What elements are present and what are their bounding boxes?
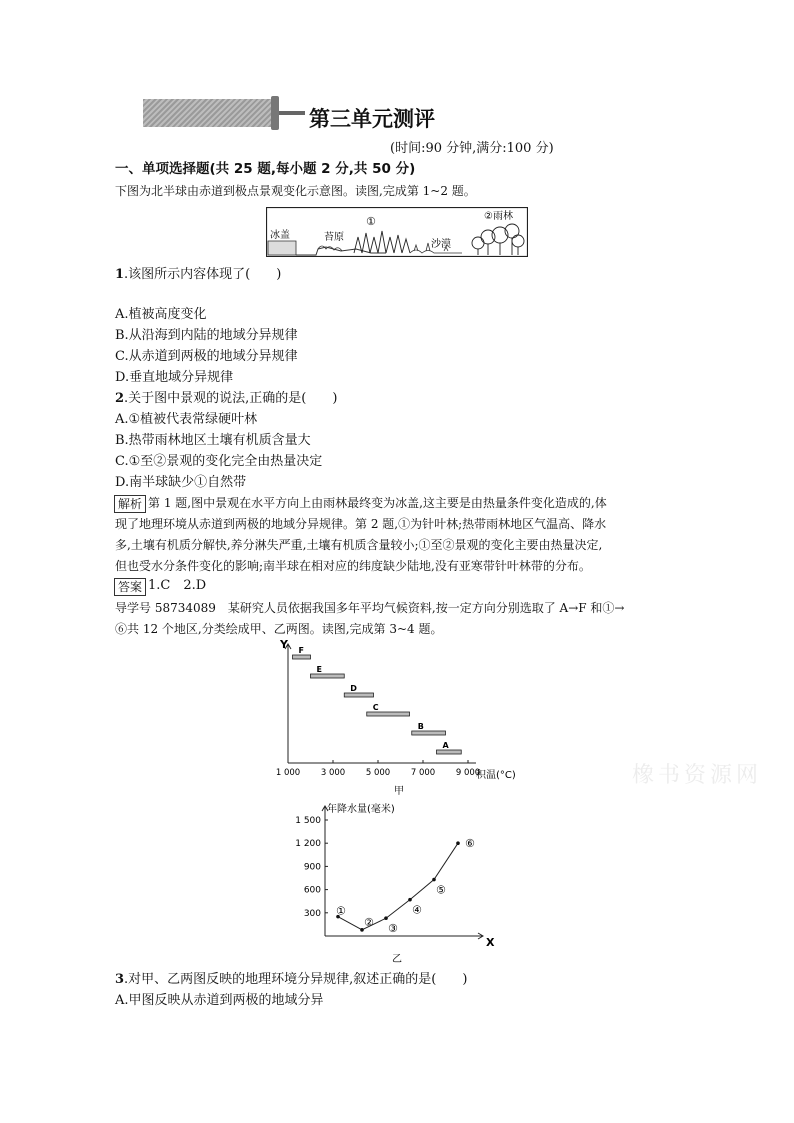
chart-yi-x-axis-label: X [486,936,495,949]
q1-option-a: A.植被高度变化 [115,307,207,322]
question-1-stem: .该图所示内容体现了( ) [124,267,282,282]
label-ice-cap: 冰盖 [270,230,290,241]
chart-jia-x-tick-label: 9 000 [455,768,481,778]
chart-jia-bar-label-C: C [372,703,379,712]
chart-jia-bar-label-B: B [417,722,424,731]
chart-jia-bar-C [367,712,410,716]
question-1-number: 1 [115,267,125,282]
analysis-line-3: 多,土壤有机质分解快,养分淋失严重,土壤有机质含量较小;①至②景观的变化主要由热量决定, [115,538,603,552]
chart-jia-x-tick-label: 3 000 [320,768,346,778]
label-zone-1: ① [366,215,376,228]
chart-yi-point-6 [456,841,460,845]
q2-option-c: C.①至②景观的变化完全由热量决定 [115,454,323,469]
label-rainforest: ②雨林 [484,211,513,222]
analysis-line-2: 现了地理环境从赤道到两极的地域分异规律。第 2 题,①为针叶林;热带雨林地区气温高、降水 [115,517,607,531]
chart-yi-point-label-3: ③ [388,922,398,936]
chart-jia-bar-B [412,731,446,735]
guide-line-2: ⑥共 12 个地区,分类绘成甲、乙两图。读图,完成第 3~4 题。 [115,622,443,636]
chart-yi-point-4 [408,898,412,902]
chart-jia [270,636,530,796]
analysis-line-4: 但也受水分条件变化的影响;南半球在相对应的纬度缺少陆地,没有亚寒带针叶林带的分布。 [115,559,591,573]
chart-jia-bar-E [311,674,345,678]
chart-jia-x-tick-label: 7 000 [410,768,436,778]
section-heading: 一、单项选择题(共 25 题,每小题 2 分,共 50 分) [115,161,416,177]
answer-tag: 答案 [114,578,146,596]
chart-yi-y-tick-label: 300 [303,908,321,919]
question-3 [115,971,467,989]
chart-yi-point-5 [432,878,436,882]
section-intro: 下图为北半球由赤道到极点景观变化示意图。读图,完成第 1~2 题。 [115,184,476,198]
chart-yi-point-3 [384,916,388,920]
q2-option-b: B.热带雨林地区土壤有机质含量大 [115,433,311,448]
chart-yi-y-axis-label: 年降水量(毫米) [327,804,395,815]
chart-yi-point-label-1: ① [336,904,346,918]
answer-text: 1.C 2.D [148,578,207,593]
question-2-number: 2 [115,391,125,406]
q2-option-a: A.①植被代表常绿硬叶林 [115,412,258,427]
landscape-figure [266,207,528,257]
chart-jia-bar-A [437,750,462,754]
analysis-tag: 解析 [114,495,146,513]
label-desert: 沙漠 [431,239,451,250]
chart-jia-x-axis-label: 积温(°C) [476,770,516,781]
chart-jia-bar-label-D: D [350,684,357,693]
title-decoration-bar [143,99,271,127]
chart-yi-title: 乙 [392,954,402,965]
question-3-number: 3 [115,972,125,987]
question-3-stem: .对甲、乙两图反映的地理环境分异规律,叙述正确的是( ) [124,972,468,987]
chart-jia-bar-D [344,693,373,697]
title-decoration-roller [271,96,279,130]
chart-yi [285,800,510,965]
chart-yi-point-label-4: ④ [412,903,422,917]
chart-yi-point-label-5: ⑤ [436,883,446,897]
watermark: 橡书资源网 [632,763,763,788]
chart-yi-point-label-6: ⑥ [465,837,475,851]
chart-yi-point-label-2: ② [364,915,374,929]
q1-option-d: D.垂直地域分异规律 [115,370,234,385]
chart-jia-bar-F [293,655,311,659]
chart-jia-title: 甲 [394,786,404,796]
chart-yi-y-tick-label: 1 200 [295,839,321,850]
chart-jia-x-tick-label: 5 000 [365,768,391,778]
guide-line-1: 导学号 58734089 某研究人员依据我国多年平均气候资料,按一定方向分别选取了 A→F 和①→ [115,601,625,615]
page-title: 第三单元测评 [309,106,435,131]
chart-jia-bar-label-E: E [316,665,322,674]
chart-yi-y-tick-label: 600 [303,885,321,896]
question-2-stem: .关于图中景观的说法,正确的是( ) [124,391,338,406]
page-subtitle: (时间:90 分钟,满分:100 分) [390,141,554,156]
chart-jia-x-tick-label: 1 000 [275,768,301,778]
chart-yi-y-tick-label: 900 [303,862,321,873]
chart-jia-bar-label-F: F [298,646,304,655]
q2-option-d: D.南半球缺少①自然带 [115,475,247,490]
chart-jia-y-axis-label: Y [280,638,288,651]
title-decoration-handle [279,111,305,115]
q1-option-c: C.从赤道到两极的地域分异规律 [115,349,298,364]
chart-yi-y-tick-label: 1 500 [295,816,321,826]
q3-option-a: A.甲图反映从赤道到两极的地域分异 [115,993,324,1008]
q1-option-b: B.从沿海到内陆的地域分异规律 [115,328,298,343]
chart-jia-bar-label-A: A [442,741,449,750]
analysis-line-1: 第 1 题,图中景观在水平方向上由雨林最终变为冰盖,这主要是由热量条件变化造成的,体 [148,496,607,510]
question-1 [115,266,281,284]
question-2 [115,390,337,408]
label-tundra: 苔原 [324,232,344,243]
